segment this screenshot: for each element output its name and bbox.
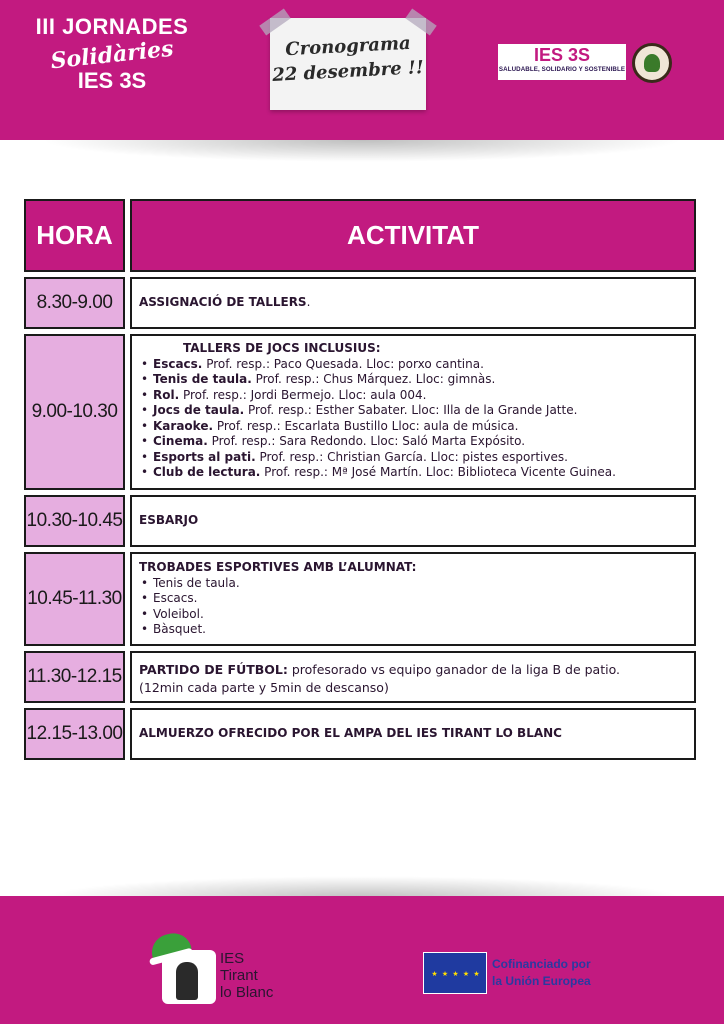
note-title: Cronograma [284,32,412,61]
event-title-line2: Solidàries [49,35,175,75]
list-item [139,403,687,419]
activity-cell [130,552,696,646]
item-name: Rol. [153,387,180,402]
time-cell: 10.45-11.30 [24,552,125,646]
workshop-list [139,357,687,481]
event-title-line3: IES 3S [77,68,147,93]
activity-title: ESBARJO [139,513,199,528]
school-logo-subtitle: SALUDABLE, SOLIDARIO Y SOSTENIBLE [498,66,626,73]
activity-line1 [139,661,687,679]
activity-title: TROBADES ESPORTIVES AMB L’ALUMNAT: [139,560,417,574]
header-hora: HORA [24,199,125,272]
event-logo [22,14,202,94]
activity-cell [130,708,696,760]
event-title-line1: III JORNADES [35,14,189,39]
school-logo-title: IES 3S [533,45,591,65]
sports-list [139,576,687,638]
school-logo [498,44,626,80]
activity-title: TALLERS DE JOCS INCLUSIUS: [183,341,381,355]
item-detail: Prof. resp.: Christian García. Lloc: pistes esportives. [255,449,568,464]
time-cell: 10.30-10.45 [24,495,125,547]
list-item [139,434,687,450]
activity-line2: (12min cada parte y 5min de descanso) [139,680,389,695]
eu-stars-icon: ★ ★ ★ ★ ★ [431,970,481,978]
list-item [139,450,687,466]
eu-line2: la Unión Europea [492,974,591,988]
item-detail: Prof. resp.: Chus Márquez. Lloc: gimnàs. [251,372,496,386]
eu-line1: Cofinanciado por [492,957,591,971]
item-detail: Prof. resp.: Jordi Bermejo. Lloc: aula 004. [179,387,427,402]
tirant-line2: Tirant [220,967,258,984]
time-cell: 11.30-12.15 [24,651,125,703]
header-activitat: ACTIVITAT [130,199,696,272]
activity-detail: profesorado vs equipo ganador de la liga B de patio. [287,662,620,677]
schedule-note [270,18,426,110]
list-item: • Bàsquet. [139,622,687,638]
item-detail: Prof. resp.: Paco Quesada. Lloc: porxo cantina. [202,356,484,371]
school-seal-icon [632,43,672,83]
item-name: Esports al pati. [153,449,256,464]
activity-title: ASSIGNACIÓ DE TALLERS [139,295,307,310]
footer-shadow [40,876,684,898]
tirant-line3: lo Blanc [220,984,274,1001]
time-cell: 12.15-13.00 [24,708,125,760]
list-item: • Escacs. [139,591,687,607]
footer-band [0,896,724,1024]
item-name: Tenis de taula. [153,372,252,386]
time-cell: 9.00-10.30 [24,334,125,490]
item-detail: Prof. resp.: Mª José Martín. Lloc: Biblioteca Vicente Guinea. [260,465,616,479]
item-name: Escacs. [153,356,203,371]
activity-cell [130,651,696,703]
list-item: • Tenis de taula. [139,576,687,592]
item-name: Cinema. [153,434,208,448]
note-date: 22 desembre !! [271,57,425,86]
list-item [139,357,687,373]
activity-title-suffix: . [306,295,311,310]
list-item [139,388,687,404]
chess-piece-icon [176,962,198,1000]
eu-flag-icon [423,952,487,994]
activity-title: ALMUERZO OFRECIDO POR EL AMPA DEL IES TIRANT LO BLANC [139,726,562,741]
activity-cell [130,334,696,490]
item-name: Jocs de taula. [153,403,245,417]
tirant-line1: IES [220,950,245,967]
list-item: • Voleibol. [139,607,687,623]
list-item [139,372,687,388]
item-detail: Prof. resp.: Escarlata Bustillo Lloc: aula de música. [213,418,519,433]
time-cell: 8.30-9.00 [24,277,125,329]
activity-cell [130,277,696,329]
tirant-logo-text [220,950,273,1001]
list-item [139,465,687,481]
tirant-logo [148,940,298,1006]
item-detail: Prof. resp.: Esther Sabater. Lloc: Illa de la Grande Jatte. [244,403,578,417]
eu-funding-text [492,956,591,990]
item-name: Club de lectura. [153,465,261,479]
activity-cell [130,495,696,547]
list-item [139,419,687,435]
item-name: Karaoke. [153,418,214,433]
item-detail: Prof. resp.: Sara Redondo. Lloc: Saló Marta Expósito. [207,434,526,448]
activity-title: PARTIDO DE FÚTBOL: [139,662,288,677]
header-shadow [40,140,684,162]
